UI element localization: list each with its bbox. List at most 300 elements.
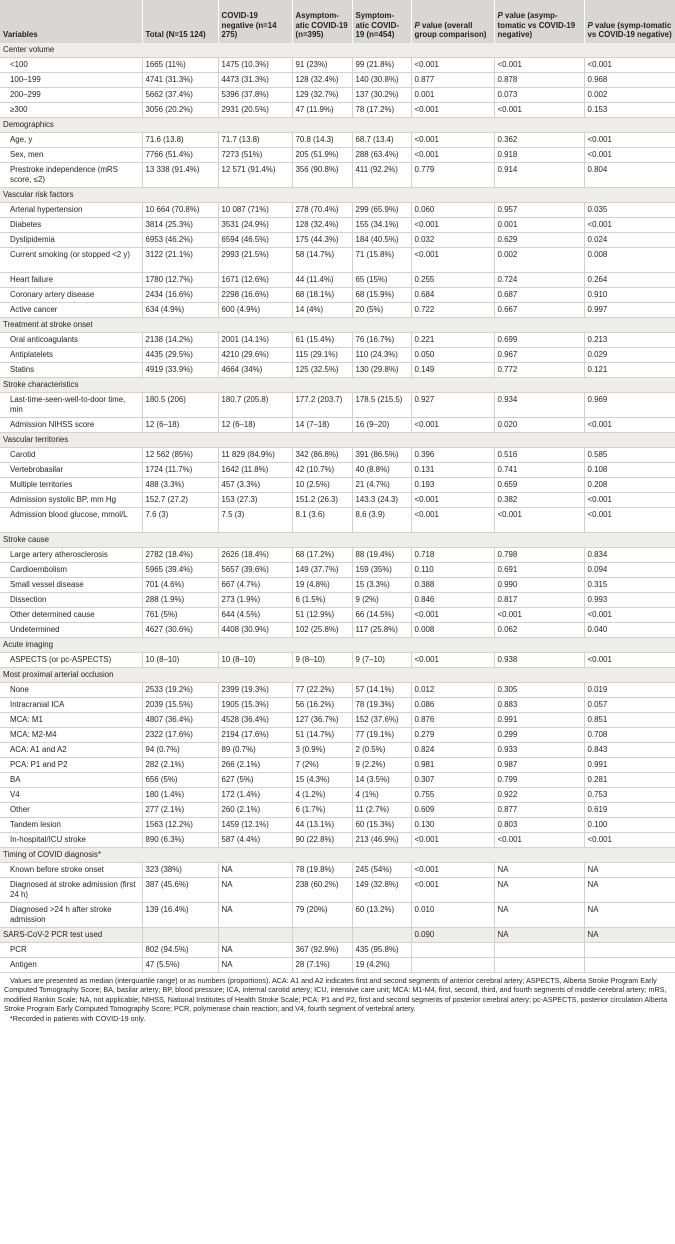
- table-cell: 0.708: [584, 728, 675, 743]
- table-cell: 0.918: [494, 148, 584, 163]
- table-cell: 2931 (20.5%): [218, 103, 292, 118]
- table-cell: 435 (95.8%): [352, 943, 411, 958]
- table-cell: 47 (5.5%): [142, 958, 218, 973]
- table-cell: 0.208: [584, 478, 675, 493]
- table-cell: 6953 (46.2%): [142, 233, 218, 248]
- table-cell: 139 (16.4%): [142, 903, 218, 928]
- table-cell: 0.687: [494, 288, 584, 303]
- table-cell: 1665 (11%): [142, 58, 218, 73]
- table-cell: 0.299: [494, 728, 584, 743]
- table-cell: 890 (6.3%): [142, 833, 218, 848]
- table-cell: 0.382: [494, 493, 584, 508]
- table-row: [0, 593, 675, 608]
- row-label: Coronary artery disease: [0, 288, 142, 303]
- table-cell: 44 (13.1%): [292, 818, 352, 833]
- table-cell: 180.7 (205.8): [218, 393, 292, 418]
- row-label: Diagnosed >24 h after stroke admission: [0, 903, 142, 928]
- table-row: [0, 743, 675, 758]
- table-cell: 0.691: [494, 563, 584, 578]
- row-label: Current smoking (or stopped <2 y): [0, 248, 142, 273]
- table-cell: 0.315: [584, 578, 675, 593]
- table-cell: 7.6 (3): [142, 508, 218, 533]
- table-cell: 78 (19.8%): [292, 863, 352, 878]
- table-cell: 0.020: [494, 418, 584, 433]
- table-cell: 7766 (51.4%): [142, 148, 218, 163]
- table-cell: 60 (15.3%): [352, 818, 411, 833]
- section-title: Stroke cause: [0, 533, 675, 548]
- table-row: [0, 103, 675, 118]
- table-cell: 1475 (10.3%): [218, 58, 292, 73]
- table-cell: 0.817: [494, 593, 584, 608]
- table-cell: 12 571 (91.4%): [218, 163, 292, 188]
- table-row: [0, 363, 675, 378]
- section-title: Most proximal arterial occlusion: [0, 668, 675, 683]
- p-label: value (symp-tomatic vs COVID-19 negative): [587, 20, 672, 40]
- table-cell: 0.307: [411, 773, 494, 788]
- table-cell: NA: [494, 903, 584, 928]
- table-cell: 0.008: [584, 248, 675, 273]
- table-cell: 0.724: [494, 273, 584, 288]
- table-cell: 110 (24.3%): [352, 348, 411, 363]
- table-cell: 143.3 (24.3): [352, 493, 411, 508]
- table-cell: 2001 (14.1%): [218, 333, 292, 348]
- table-row: [0, 133, 675, 148]
- table-cell: 1905 (15.3%): [218, 698, 292, 713]
- table-cell: 180.5 (206): [142, 393, 218, 418]
- table-row: [0, 653, 675, 668]
- table-cell: 184 (40.5%): [352, 233, 411, 248]
- table-cell: 6594 (46.5%): [218, 233, 292, 248]
- table-cell: 78 (17.2%): [352, 103, 411, 118]
- table-cell: 0.193: [411, 478, 494, 493]
- table-cell: 4435 (29.5%): [142, 348, 218, 363]
- table-cell: 125 (32.5%): [292, 363, 352, 378]
- table-cell: 342 (86.8%): [292, 448, 352, 463]
- table-cell: NA: [584, 903, 675, 928]
- table-cell: NA: [494, 863, 584, 878]
- table-cell: 5965 (39.4%): [142, 563, 218, 578]
- table-cell: 9 (7–10): [352, 653, 411, 668]
- table-cell: 0.659: [494, 478, 584, 493]
- table-cell: <0.001: [584, 148, 675, 163]
- table-cell: 99 (21.8%): [352, 58, 411, 73]
- header-symptomatic: Symptom-atic COVID-19 (n=454): [352, 0, 411, 43]
- section-cell: NA: [584, 928, 675, 943]
- table-cell: <0.001: [584, 608, 675, 623]
- table-cell: 177.2 (203.7): [292, 393, 352, 418]
- table-row: [0, 478, 675, 493]
- table-row: [0, 863, 675, 878]
- header-total: Total (N=15 124): [142, 0, 218, 43]
- section-cell: NA: [494, 928, 584, 943]
- table-cell: 10 087 (71%): [218, 203, 292, 218]
- table-cell: 180 (1.4%): [142, 788, 218, 803]
- table-cell: 0.991: [584, 758, 675, 773]
- table-cell: 0.803: [494, 818, 584, 833]
- table-cell: [411, 958, 494, 973]
- table-row: [0, 448, 675, 463]
- table-cell: 0.057: [584, 698, 675, 713]
- row-label: Diabetes: [0, 218, 142, 233]
- table-cell: 28 (7.1%): [292, 958, 352, 973]
- table-row: [0, 418, 675, 433]
- table-cell: 90 (22.8%): [292, 833, 352, 848]
- table-cell: 117 (25.8%): [352, 623, 411, 638]
- table-cell: 0.969: [584, 393, 675, 418]
- table-row: [0, 903, 675, 928]
- table-cell: <0.001: [411, 133, 494, 148]
- section-header-row: [0, 378, 675, 393]
- section-header-row: [0, 43, 675, 58]
- table-cell: 57 (14.1%): [352, 683, 411, 698]
- table-cell: 159 (35%): [352, 563, 411, 578]
- table-cell: 0.010: [411, 903, 494, 928]
- table-cell: 149 (37.7%): [292, 563, 352, 578]
- table-cell: 0.362: [494, 133, 584, 148]
- table-cell: 15 (3.3%): [352, 578, 411, 593]
- table-cell: 3814 (25.3%): [142, 218, 218, 233]
- table-cell: 68.7 (13.4): [352, 133, 411, 148]
- row-label: Prestroke independence (mRS score, ≤2): [0, 163, 142, 188]
- table-cell: 1563 (12.2%): [142, 818, 218, 833]
- table-row: [0, 163, 675, 188]
- table-cell: 4 (1.2%): [292, 788, 352, 803]
- table-cell: 56 (16.2%): [292, 698, 352, 713]
- table-cell: 2399 (19.3%): [218, 683, 292, 698]
- table-cell: 1642 (11.8%): [218, 463, 292, 478]
- table-cell: 0.753: [584, 788, 675, 803]
- table-cell: 0.153: [584, 103, 675, 118]
- table-cell: 1780 (12.7%): [142, 273, 218, 288]
- table-cell: [584, 958, 675, 973]
- table-cell: 7 (2%): [292, 758, 352, 773]
- section-title: Stroke characteristics: [0, 378, 675, 393]
- table-cell: 3056 (20.2%): [142, 103, 218, 118]
- row-label: Cardioembolism: [0, 563, 142, 578]
- row-label: Known before stroke onset: [0, 863, 142, 878]
- table-cell: 802 (94.5%): [142, 943, 218, 958]
- table-cell: 178.5 (215.5): [352, 393, 411, 418]
- table-cell: <0.001: [584, 493, 675, 508]
- row-label: ≥300: [0, 103, 142, 118]
- table-cell: 0.305: [494, 683, 584, 698]
- table-cell: 387 (45.6%): [142, 878, 218, 903]
- table-cell: 2322 (17.6%): [142, 728, 218, 743]
- table-cell: 0.264: [584, 273, 675, 288]
- row-label: Dissection: [0, 593, 142, 608]
- table-cell: 0.991: [494, 713, 584, 728]
- row-label: Oral anticoagulants: [0, 333, 142, 348]
- table-cell: 66 (14.5%): [352, 608, 411, 623]
- table-cell: 245 (54%): [352, 863, 411, 878]
- table-row: [0, 203, 675, 218]
- table-cell: 68 (17.2%): [292, 548, 352, 563]
- row-label: PCR: [0, 943, 142, 958]
- row-label: Arterial hypertension: [0, 203, 142, 218]
- table-cell: 0.684: [411, 288, 494, 303]
- table-cell: 4210 (29.6%): [218, 348, 292, 363]
- table-cell: 8.1 (3.6): [292, 508, 352, 533]
- table-cell: 0.741: [494, 463, 584, 478]
- row-label: 100–199: [0, 73, 142, 88]
- table-cell: 5657 (39.6%): [218, 563, 292, 578]
- table-row: [0, 728, 675, 743]
- p-label: value (asymp-tomatic vs COVID-19 negative): [497, 11, 576, 40]
- table-cell: 0.001: [494, 218, 584, 233]
- row-label: Sex, men: [0, 148, 142, 163]
- section-title: SARS-CoV-2 PCR test used: [0, 928, 142, 943]
- row-label: Small vessel disease: [0, 578, 142, 593]
- table-cell: 8.6 (3.9): [352, 508, 411, 533]
- table-header: [0, 0, 675, 43]
- table-cell: 70.8 (14.3): [292, 133, 352, 148]
- section-header-row: [0, 638, 675, 653]
- table-cell: 0.035: [584, 203, 675, 218]
- table-cell: 9 (2%): [352, 593, 411, 608]
- header-covid-negative: COVID-19 negative (n=14 275): [218, 0, 292, 43]
- table-cell: <0.001: [411, 863, 494, 878]
- section-title: Demographics: [0, 118, 675, 133]
- row-label: MCA: M1: [0, 713, 142, 728]
- table-cell: 10 (8–10): [218, 653, 292, 668]
- table-row: [0, 348, 675, 363]
- row-label: Statins: [0, 363, 142, 378]
- table-cell: NA: [218, 943, 292, 958]
- table-cell: 0.779: [411, 163, 494, 188]
- table-cell: 0.934: [494, 393, 584, 418]
- table-cell: <0.001: [411, 493, 494, 508]
- p-italic: P: [414, 20, 420, 30]
- table-cell: [494, 943, 584, 958]
- row-label: Admission blood glucose, mmol/L: [0, 508, 142, 533]
- table-cell: 102 (25.8%): [292, 623, 352, 638]
- table-cell: 5662 (37.4%): [142, 88, 218, 103]
- row-label: V4: [0, 788, 142, 803]
- table-cell: 10 (8–10): [142, 653, 218, 668]
- table-cell: <0.001: [411, 608, 494, 623]
- table-cell: 71.7 (13.8): [218, 133, 292, 148]
- table-cell: <0.001: [411, 248, 494, 273]
- table-cell: 278 (70.4%): [292, 203, 352, 218]
- table-cell: 6 (1.5%): [292, 593, 352, 608]
- table-cell: 0.987: [494, 758, 584, 773]
- table-cell: 0.699: [494, 333, 584, 348]
- header-asymptomatic: Asymptom-atic COVID-19 (n=395): [292, 0, 352, 43]
- table-cell: 40 (8.8%): [352, 463, 411, 478]
- table-row: [0, 273, 675, 288]
- table-cell: <0.001: [584, 418, 675, 433]
- table-cell: 12 562 (85%): [142, 448, 218, 463]
- table-cell: 0.585: [584, 448, 675, 463]
- table-row: [0, 248, 675, 273]
- table-cell: 2 (0.5%): [352, 743, 411, 758]
- table-cell: 288 (63.4%): [352, 148, 411, 163]
- table-cell: 0.997: [584, 303, 675, 318]
- table-cell: 19 (4.8%): [292, 578, 352, 593]
- table-cell: 130 (29.8%): [352, 363, 411, 378]
- table-cell: <0.001: [411, 833, 494, 848]
- table-cell: 44 (11.4%): [292, 273, 352, 288]
- table-cell: <0.001: [584, 833, 675, 848]
- table-cell: 0.799: [494, 773, 584, 788]
- table-cell: 0.968: [584, 73, 675, 88]
- table-cell: 77 (19.1%): [352, 728, 411, 743]
- table-row: [0, 833, 675, 848]
- table-cell: 10 664 (70.8%): [142, 203, 218, 218]
- table-cell: 7273 (51%): [218, 148, 292, 163]
- section-header-row: [0, 188, 675, 203]
- table-cell: 0.019: [584, 683, 675, 698]
- table-cell: 0.029: [584, 348, 675, 363]
- table-cell: 0.834: [584, 548, 675, 563]
- table-cell: 282 (2.1%): [142, 758, 218, 773]
- table-row: [0, 698, 675, 713]
- table-cell: 0.927: [411, 393, 494, 418]
- table-cell: 0.798: [494, 548, 584, 563]
- table-cell: 266 (2.1%): [218, 758, 292, 773]
- table-cell: 2138 (14.2%): [142, 333, 218, 348]
- table-cell: 9 (2.2%): [352, 758, 411, 773]
- table-cell: 137 (30.2%): [352, 88, 411, 103]
- table-cell: <0.001: [411, 878, 494, 903]
- table-cell: 667 (4.7%): [218, 578, 292, 593]
- row-label: Antigen: [0, 958, 142, 973]
- table-row: [0, 803, 675, 818]
- section-cell: [352, 928, 411, 943]
- section-header-row: [0, 318, 675, 333]
- row-label: <100: [0, 58, 142, 73]
- table-cell: 761 (5%): [142, 608, 218, 623]
- row-label: Admission systolic BP, mm Hg: [0, 493, 142, 508]
- table-cell: 0.008: [411, 623, 494, 638]
- table-cell: 94 (0.7%): [142, 743, 218, 758]
- table-cell: 0.990: [494, 578, 584, 593]
- section-title: Acute imaging: [0, 638, 675, 653]
- table-cell: <0.001: [411, 103, 494, 118]
- table-cell: 129 (32.7%): [292, 88, 352, 103]
- header-p-overall: [411, 0, 494, 43]
- table-cell: 0.255: [411, 273, 494, 288]
- table-cell: NA: [218, 903, 292, 928]
- table-cell: 4528 (36.4%): [218, 713, 292, 728]
- table-cell: 627 (5%): [218, 773, 292, 788]
- table-cell: 0.012: [411, 683, 494, 698]
- table-cell: 0.772: [494, 363, 584, 378]
- table-cell: <0.001: [411, 508, 494, 533]
- table-cell: 149 (32.8%): [352, 878, 411, 903]
- table-cell: 1671 (12.6%): [218, 273, 292, 288]
- table-cell: NA: [584, 878, 675, 903]
- table-cell: <0.001: [411, 418, 494, 433]
- row-label: Intracranial ICA: [0, 698, 142, 713]
- table-cell: 701 (4.6%): [142, 578, 218, 593]
- table-cell: 0.877: [411, 73, 494, 88]
- table-row: [0, 608, 675, 623]
- section-cell: 0.090: [411, 928, 494, 943]
- table-cell: 172 (1.4%): [218, 788, 292, 803]
- table-row: [0, 288, 675, 303]
- table-cell: 0.957: [494, 203, 584, 218]
- table-cell: 238 (60.2%): [292, 878, 352, 903]
- table-cell: 2039 (15.5%): [142, 698, 218, 713]
- row-label: Antiplatelets: [0, 348, 142, 363]
- table-row: [0, 563, 675, 578]
- table-cell: 61 (15.4%): [292, 333, 352, 348]
- table-cell: 78 (19.3%): [352, 698, 411, 713]
- section-header-row: [0, 848, 675, 863]
- table-cell: 600 (4.9%): [218, 303, 292, 318]
- table-row: [0, 578, 675, 593]
- table-cell: 644 (4.5%): [218, 608, 292, 623]
- table-cell: 0.001: [411, 88, 494, 103]
- section-cell: [142, 928, 218, 943]
- table-cell: 11 (2.7%): [352, 803, 411, 818]
- table-cell: 9 (8–10): [292, 653, 352, 668]
- table-cell: 60 (13.2%): [352, 903, 411, 928]
- row-label: Active cancer: [0, 303, 142, 318]
- table-cell: NA: [584, 863, 675, 878]
- table-cell: 0.516: [494, 448, 584, 463]
- table-cell: 1724 (11.7%): [142, 463, 218, 478]
- row-label: Other determined cause: [0, 608, 142, 623]
- table-cell: 0.100: [584, 818, 675, 833]
- section-header-row: [0, 118, 675, 133]
- row-label: Undetermined: [0, 623, 142, 638]
- table-cell: <0.001: [584, 653, 675, 668]
- table-cell: 11 829 (84.9%): [218, 448, 292, 463]
- table-cell: 0.804: [584, 163, 675, 188]
- table-cell: 0.722: [411, 303, 494, 318]
- table-cell: <0.001: [411, 218, 494, 233]
- table-cell: 0.877: [494, 803, 584, 818]
- table-row: [0, 683, 675, 698]
- section-title: Vascular risk factors: [0, 188, 675, 203]
- table-cell: 175 (44.3%): [292, 233, 352, 248]
- row-label: Admission NIHSS score: [0, 418, 142, 433]
- table-cell: 15 (4.3%): [292, 773, 352, 788]
- table-cell: 0.060: [411, 203, 494, 218]
- table-cell: 0.121: [584, 363, 675, 378]
- table-cell: 323 (38%): [142, 863, 218, 878]
- table-row: [0, 493, 675, 508]
- row-label: PCA: P1 and P2: [0, 758, 142, 773]
- table-cell: 356 (90.8%): [292, 163, 352, 188]
- table-cell: <0.001: [411, 148, 494, 163]
- table-cell: <0.001: [584, 133, 675, 148]
- table-footnote-asterisk: *Recorded in patients with COVID-19 only.: [10, 1014, 146, 1024]
- table-cell: 0.130: [411, 818, 494, 833]
- table-cell: 3122 (21.1%): [142, 248, 218, 273]
- table-row: [0, 333, 675, 348]
- section-title: Timing of COVID diagnosis*: [0, 848, 675, 863]
- table-row: [0, 58, 675, 73]
- table-cell: 6 (1.7%): [292, 803, 352, 818]
- table-cell: 0.667: [494, 303, 584, 318]
- table-cell: [411, 943, 494, 958]
- table-cell: 0.922: [494, 788, 584, 803]
- table-cell: <0.001: [411, 58, 494, 73]
- table-cell: NA: [218, 878, 292, 903]
- table-cell: <0.001: [411, 653, 494, 668]
- table-row: [0, 788, 675, 803]
- table-cell: 128 (32.4%): [292, 73, 352, 88]
- table-cell: <0.001: [494, 608, 584, 623]
- table-cell: 0.149: [411, 363, 494, 378]
- row-label: Age, y: [0, 133, 142, 148]
- table-row: [0, 878, 675, 903]
- table-cell: 0.396: [411, 448, 494, 463]
- table-cell: 2434 (16.6%): [142, 288, 218, 303]
